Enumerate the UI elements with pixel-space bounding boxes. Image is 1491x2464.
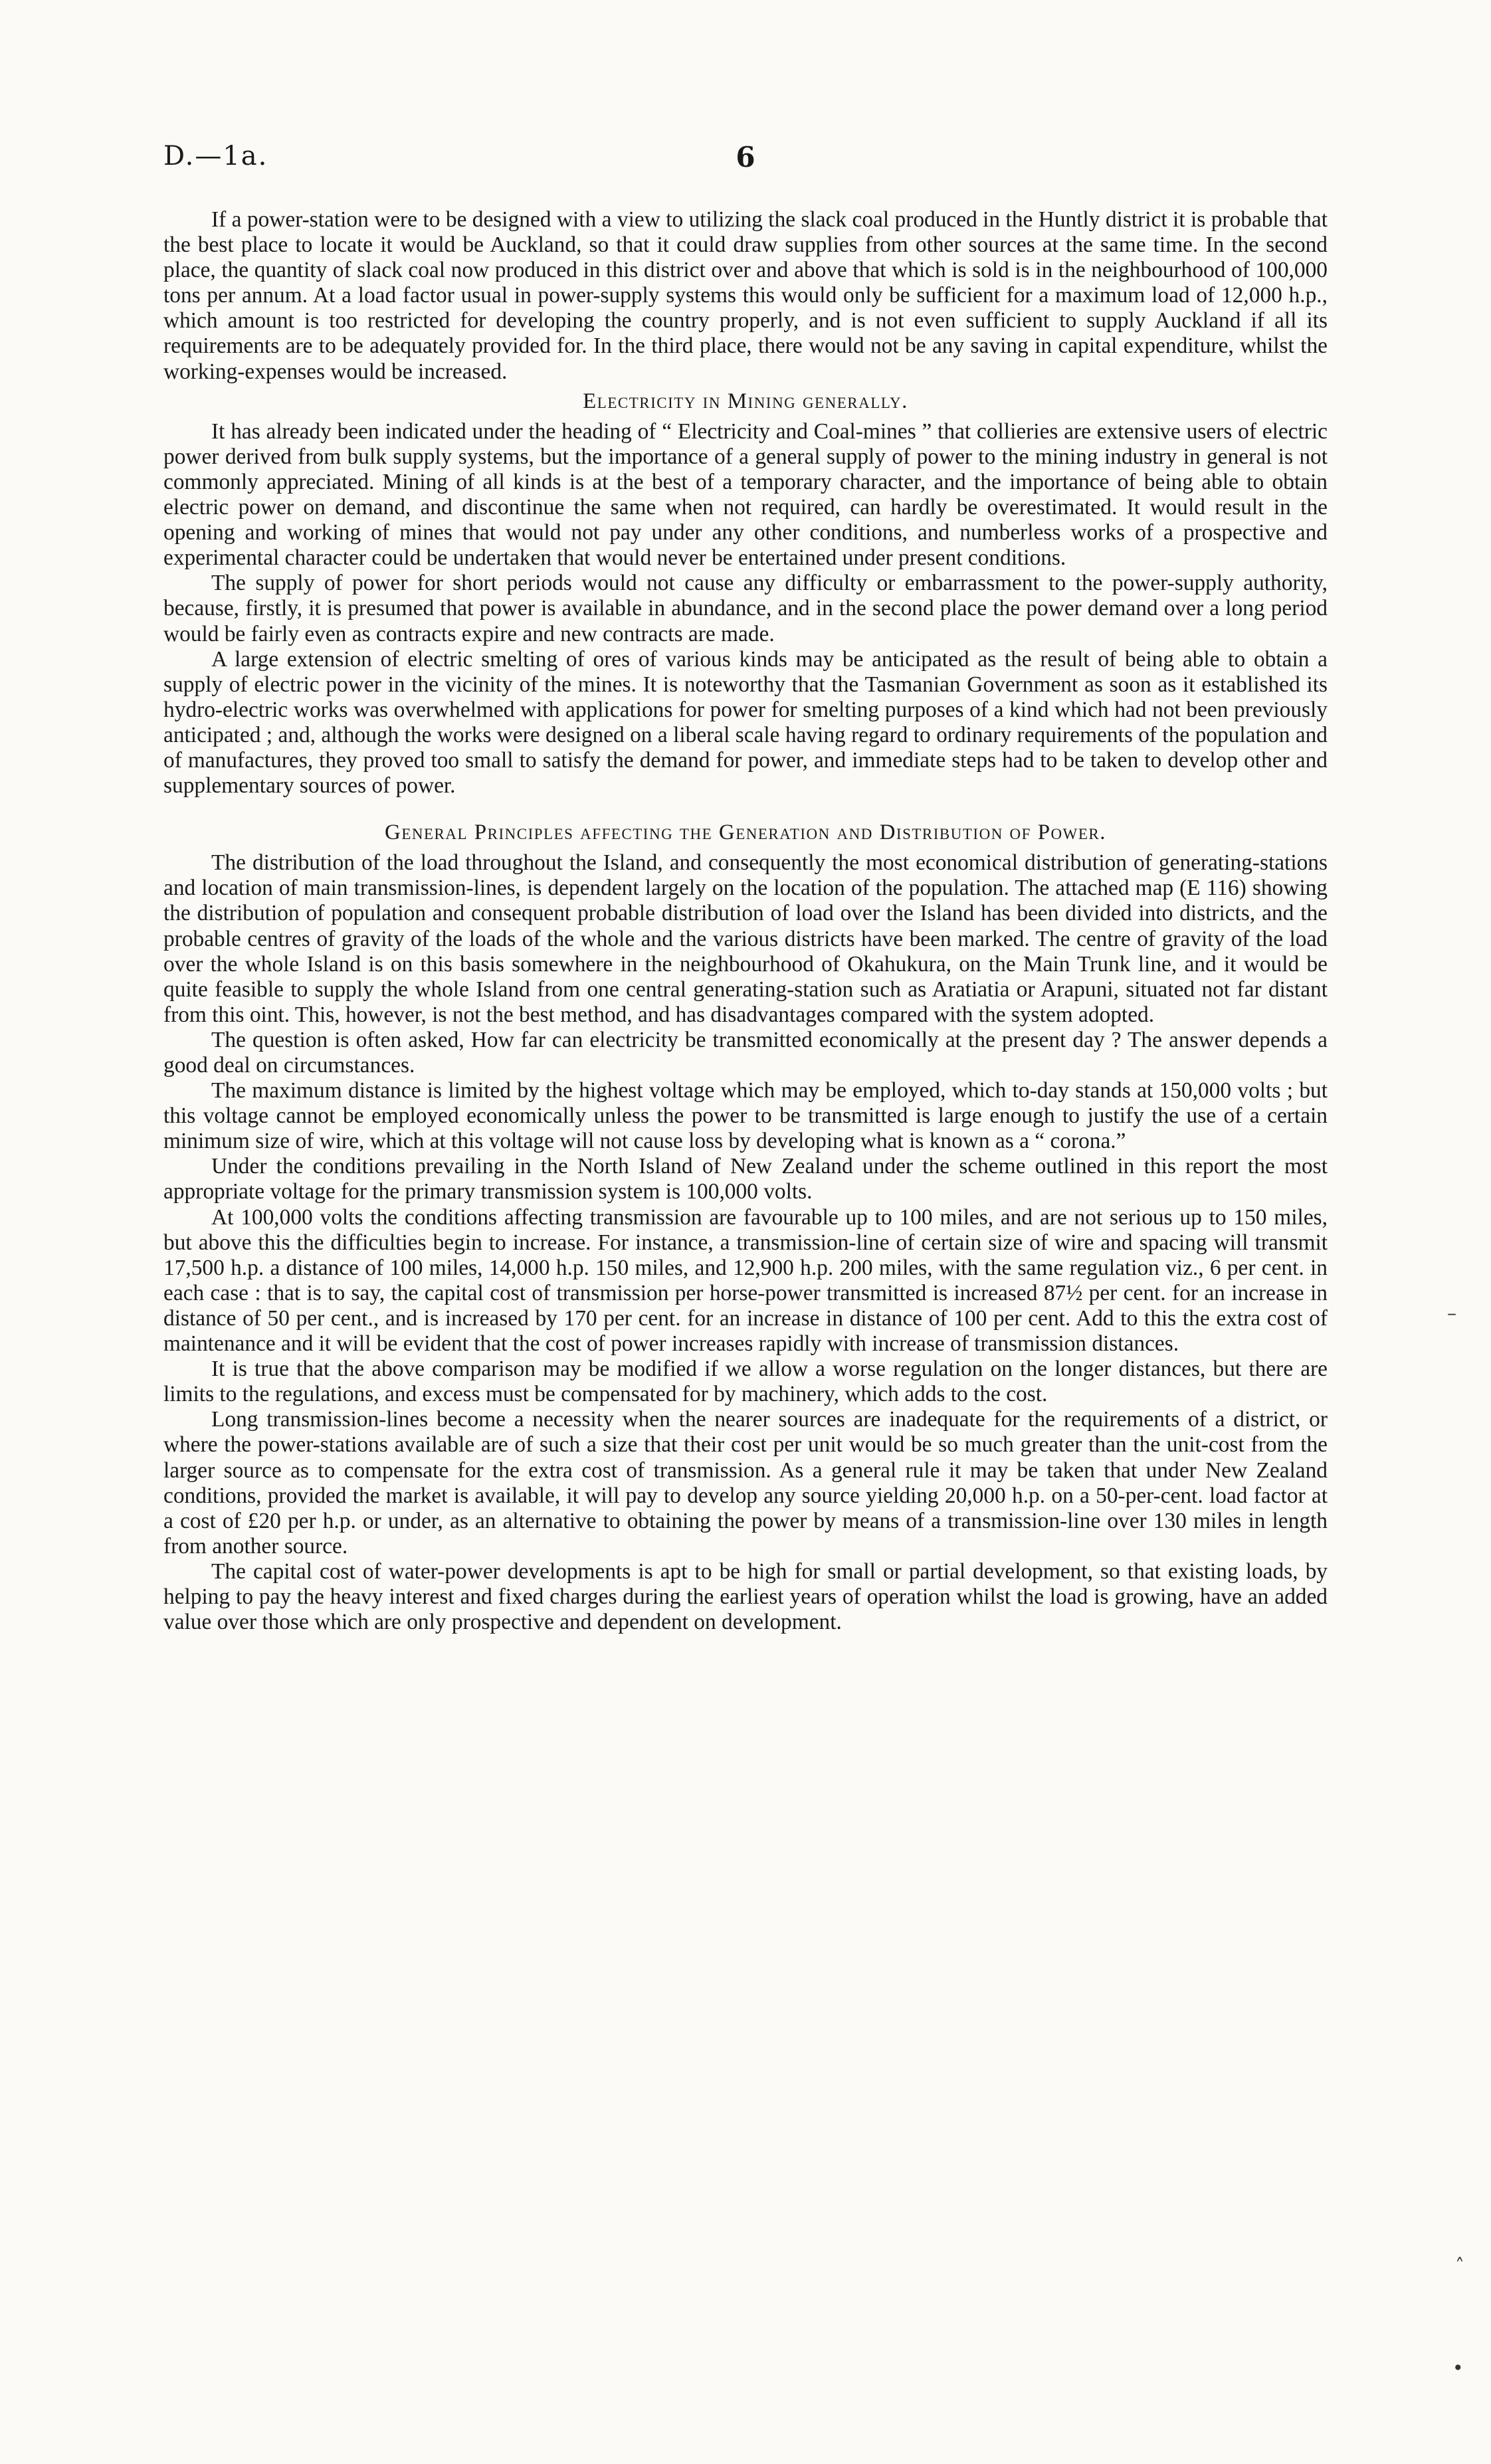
document-body (163, 207, 1328, 1635)
paragraph: The supply of power for short periods would not cause any difficulty or embarrassment to the power-supply authority, because, firstly, it is presumed that power is available in abundance, and in the second place the power demand over a long period would be fairly even as contracts expire and new contracts are made. (163, 571, 1328, 646)
margin-mark: – (1447, 1302, 1456, 1324)
paragraph: Long transmission-lines become a necessity when the nearer sources are inadequate for the requirements of a district, or where the power-stations available are of such a size that their cost per unit would be so much greater than the unit-cost from the larger source as to compensate for the extra cost of transmission. As a general rule it may be taken that under New Zealand conditions, provided the market is available, it will pay to develop any source yielding 20,000 h.p. on a 50-per-cent. load factor at a cost of £20 per h.p. or under, as an alternative to obtaining the power by means of a transmission-line over 130 miles in length from another source. (163, 1407, 1328, 1559)
paragraph: The capital cost of water-power developments is apt to be high for small or partial development, so that existing loads, by helping to pay the heavy interest and fixed charges during the earliest years of operation whilst the load is growing, have an added value over those which are only prospective and dependent on development. (163, 1559, 1328, 1635)
paragraph: The question is often asked, How far can electricity be transmitted economically at the present day ? The answer depends a good deal on circumstances. (163, 1027, 1328, 1078)
paragraph: The distribution of the load throughout the Island, and consequently the most economical distribution of generating-stations and location of main transmission-lines, is dependent largely on the location of the population. The attached map (E 116) showing the distribution of population and consequent probable distribution of load over the Island has been divided into districts, and the probable centres of gravity of the loads of the whole and the various districts have been marked. The centre of gravity of the load over the whole Island is on this basis somewhere in the neighbourhood of Okahukura, on the Main Trunk line, and it would be quite feasible to supply the whole Island from one central generating-station such as Aratiatia or Arapuni, situated not far distant from this oint. This, however, is not the best method, and has disadvantages compared with the system adopted. (163, 850, 1328, 1027)
document-reference: D.—1a. (163, 141, 268, 171)
paragraph: It has already been indicated under the heading of “ Electricity and Coal-mines ” that collieries are extensive users of electric power derived from bulk supply systems, but the importance of a general supply of power to the mining industry in general is not commonly appreciated. Mining of all kinds is at the best of a temporary character, and the importance of being able to obtain electric power on demand, and discontinue the same when not required, can hardly be overestimated. It would result in the opening and working of mines that would not pay under any other conditions, and numberless works of a prospective and experimental character could be undertaken that would never be entertained under present conditions. (163, 419, 1328, 571)
margin-mark: ˰ (1455, 2239, 1464, 2261)
paragraph: The maximum distance is limited by the highest voltage which may be employed, which to-day stands at 150,000 volts ; but this voltage cannot be employed economically unless the power to be transmitted is large enough to justify the use of a certain minimum size of wire, which at this voltage will not cause loss by developing what is known as a “ corona.” (163, 1078, 1328, 1154)
section-heading-mining: Electricity in Mining generally. (583, 389, 908, 413)
paragraph: Under the conditions prevailing in the North Island of New Zealand under the scheme outlined in this report the most appropriate voltage for the primary transmission system is 100,000 volts. (163, 1154, 1328, 1204)
paragraph: If a power-station were to be designed with a view to utilizing the slack coal produced in the Huntly district it is probable that the best place to locate it would be Auckland, so that it could draw supplies from other sources at the same time. In the second place, the quantity of slack coal now produced in this district over and above that which is sold is in the neighbourhood of 100,000 tons per annum. At a load factor usual in power-supply systems this would only be sufficient for a maximum load of 12,000 h.p., which amount is too restricted for developing the country properly, and is not even sufficient to supply Auckland if all its requirements are to be adequately provided for. In the third place, there would not be any saving in capital expenditure, whilst the working-expenses would be increased. (163, 207, 1328, 384)
paragraph: A large extension of electric smelting of ores of various kinds may be anticipated as the result of being able to obtain a supply of electric power in the vicinity of the mines. It is noteworthy that the Tasmanian Government as soon as it established its hydro-electric works was overwhelmed with applications for power for smelting purposes of a kind which had not been previously anticipated ; and, although the works were designed on a liberal scale having regard to ordinary requirements of the population and of manufactures, they proved too small to satisfy the demand for power, and immediate steps had to be taken to develop other and supplementary sources of power. (163, 646, 1328, 799)
paragraph: At 100,000 volts the conditions affecting transmission are favourable up to 100 miles, and are not serious up to 150 miles, but above this the difficulties begin to increase. For instance, a transmission-line of certain size of wire and spacing will transmit 17,500 h.p. a distance of 100 miles, 14,000 h.p. 150 miles, and 12,900 h.p. 200 miles, with the same regulation viz., 6 per cent. in each case : that is to say, the capital cost of transmission per horse-power transmitted is increased 87½ per cent. for an increase in distance of 50 per cent., and is increased by 170 per cent. for an increase in distance of 100 per cent. Add to this the extra cost of maintenance and it will be evident that the cost of power increases rapidly with increase of transmission distances. (163, 1204, 1328, 1357)
section-gap (163, 799, 1328, 816)
page-number: 6 (736, 141, 755, 173)
margin-mark: • (1452, 2357, 1464, 2379)
section-heading-principles: General Principles affecting the Generation and Distribution of Power. (384, 820, 1107, 845)
paragraph: It is true that the above comparison may be modified if we allow a worse regulation on the longer distances, but there are limits to the regulations, and excess must be compensated for by machinery, which adds to the cost. (163, 1357, 1328, 1407)
page-header (163, 141, 1328, 181)
